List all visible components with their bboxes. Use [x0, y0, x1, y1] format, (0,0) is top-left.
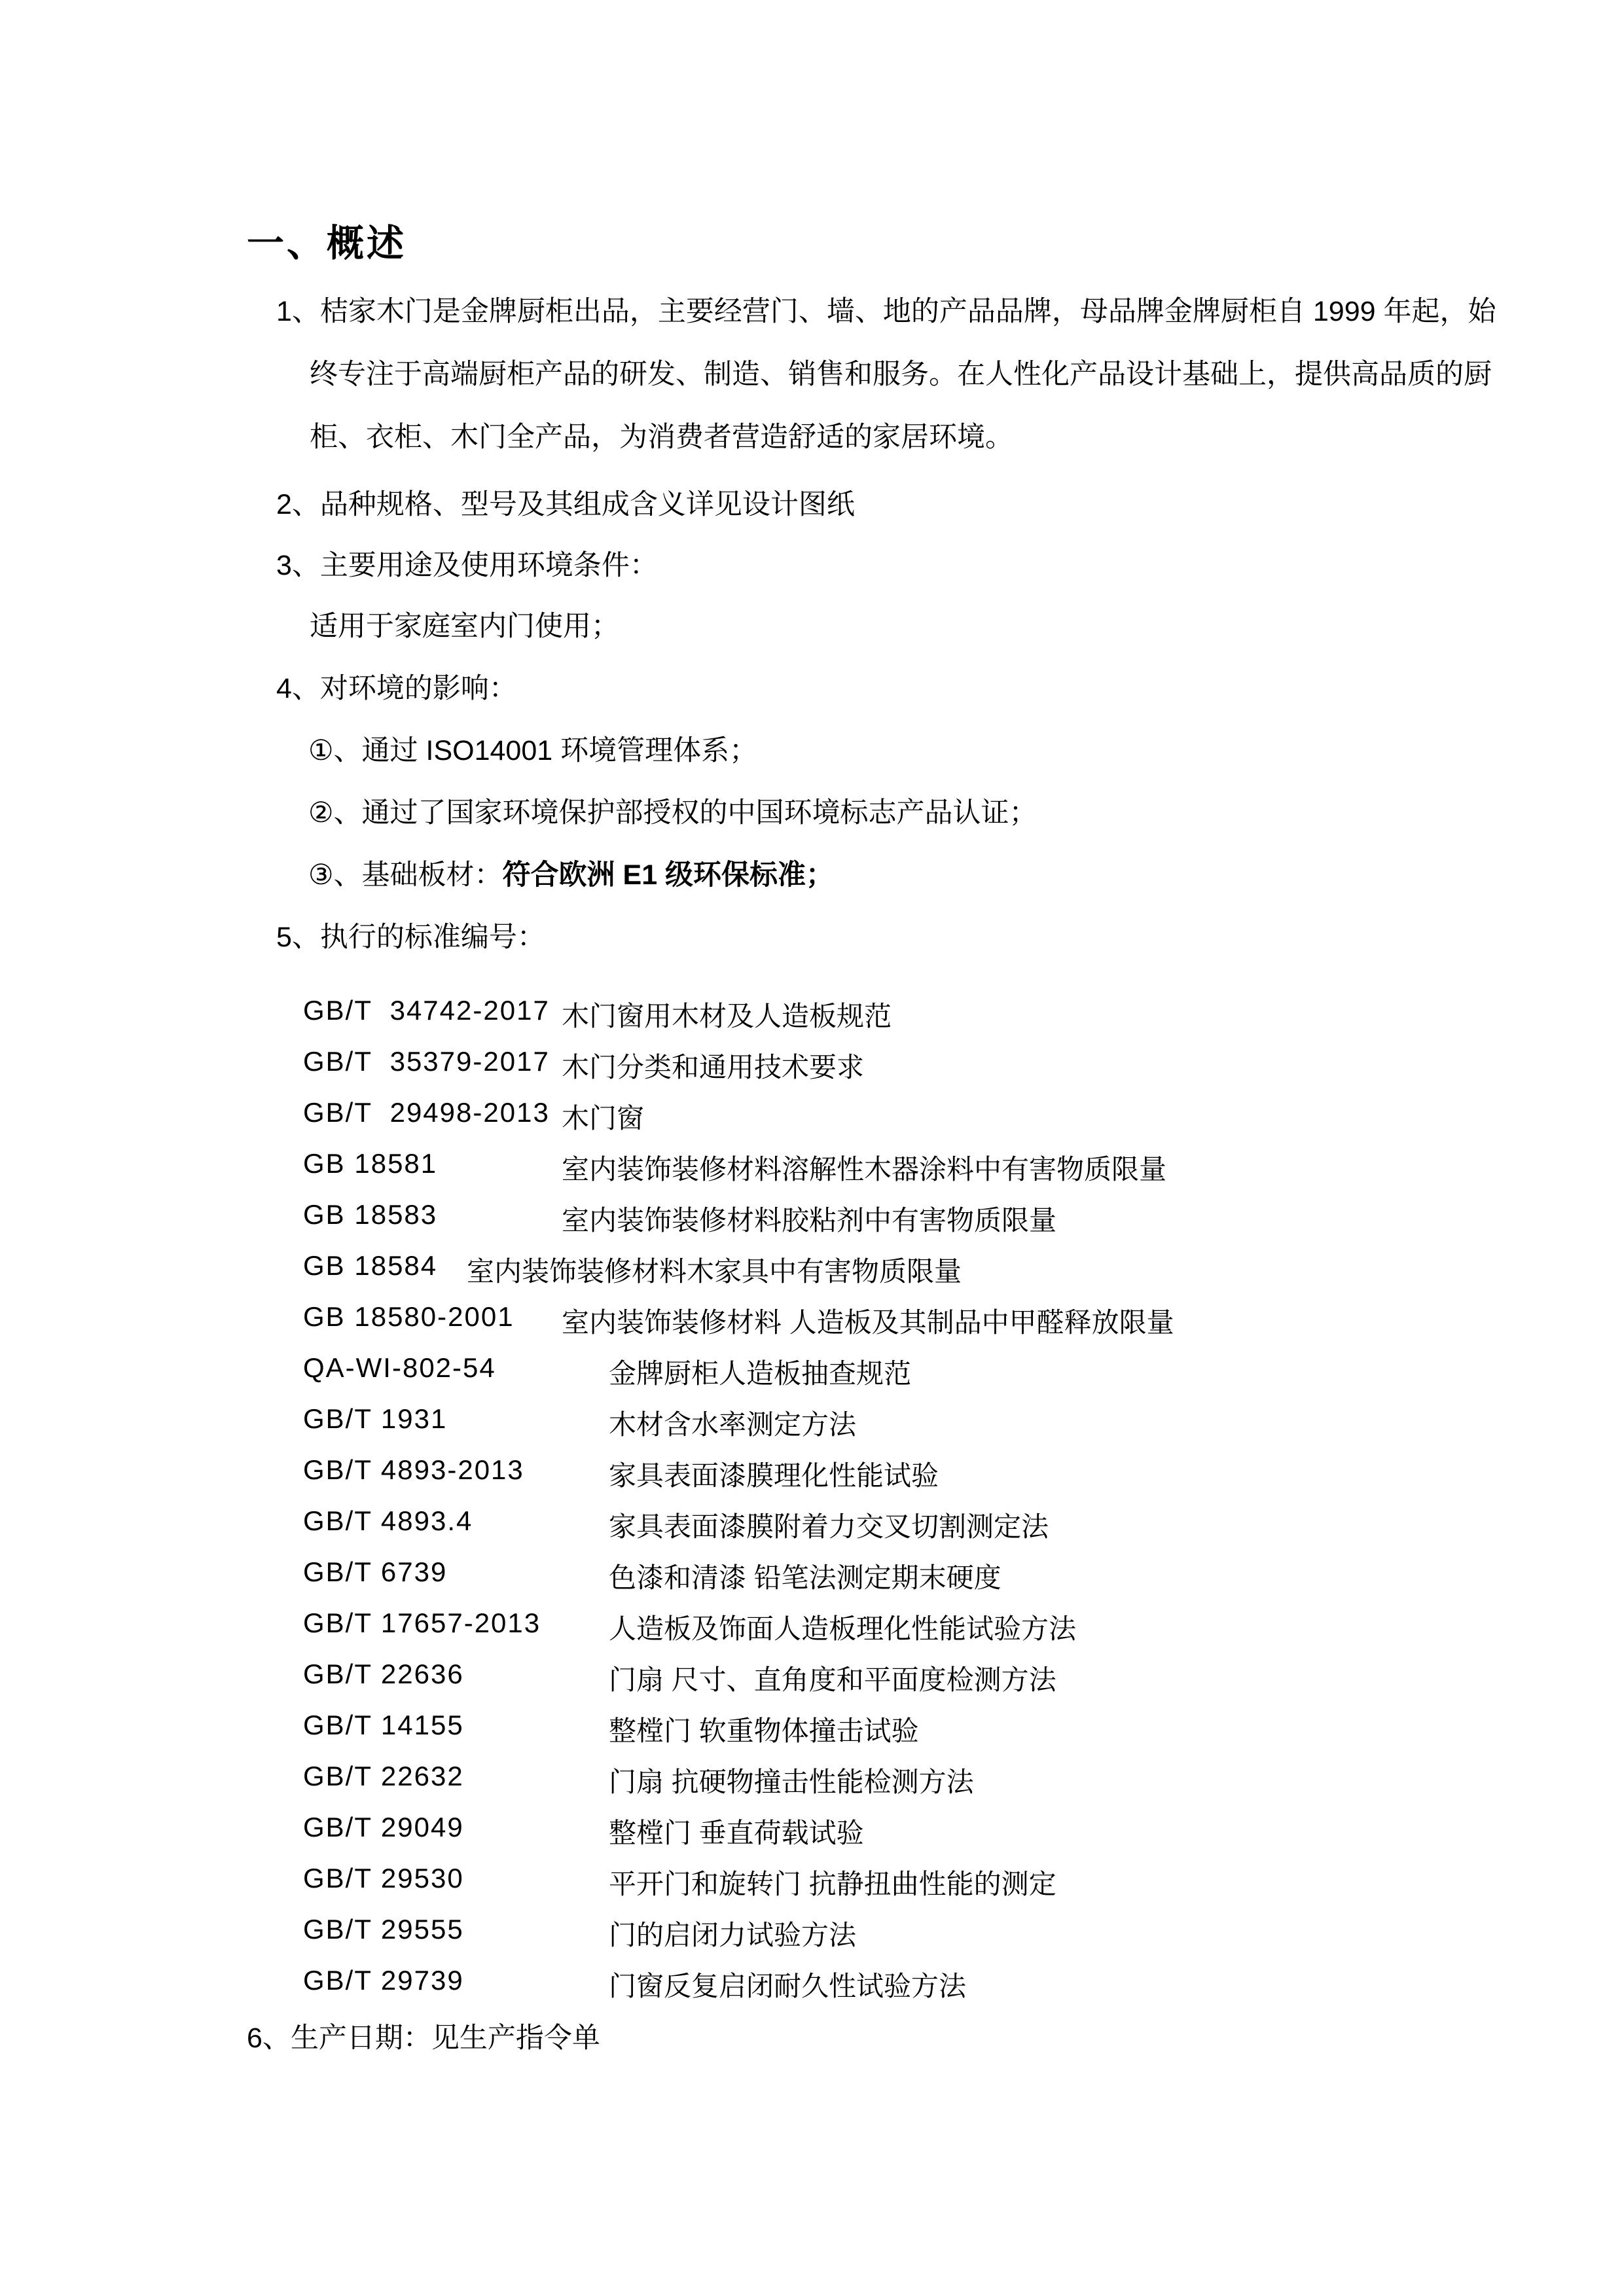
standard-row [0, 1505, 1624, 1545]
standard-row [0, 1199, 1624, 1238]
standard-code: GB/T 4893.4 [303, 1505, 473, 1536]
standard-row [0, 1761, 1624, 1800]
standard-code: GB/T 14155 [303, 1710, 464, 1740]
item4-sub1: ①、通过 ISO14001 环境管理体系； [308, 735, 758, 766]
standard-code: GB/T 29498-2013 [303, 1097, 550, 1128]
standard-code: GB 18581 [303, 1148, 438, 1179]
standard-description: 木门分类和通用技术要求 [562, 1052, 865, 1083]
standard-description: 门扇 尺寸、直角度和平面度检测方法 [609, 1664, 1056, 1695]
standard-code: GB/T 34742-2017 [303, 995, 550, 1026]
standard-row [0, 1250, 1624, 1289]
standard-row [0, 1812, 1624, 1851]
item3-sub: 适用于家庭室内门使用； [310, 611, 619, 642]
standard-description: 人造板及饰面人造板理化性能试验方法 [609, 1613, 1077, 1644]
standard-code: GB/T 22636 [303, 1659, 464, 1689]
standard-code: GB/T 29739 [303, 1965, 464, 1996]
standard-description: 木门窗用木材及人造板规范 [562, 1001, 892, 1031]
standard-description: 室内装饰装修材料 人造板及其制品中甲醛释放限量 [562, 1307, 1174, 1338]
standard-code: GB/T 35379-2017 [303, 1046, 550, 1077]
item1-line2: 终专注于高端厨柜产品的研发、制造、销售和服务。在人性化产品设计基础上，提供高品质的厨 [310, 359, 1492, 390]
standard-code: GB/T 29555 [303, 1914, 464, 1945]
standard-row [0, 1659, 1624, 1698]
standard-description: 门窗反复启闭耐久性试验方法 [609, 1971, 967, 2001]
standard-description: 木门窗 [562, 1103, 645, 1134]
standard-code: GB/T 29049 [303, 1812, 464, 1842]
standard-description: 门的启闭力试验方法 [609, 1920, 857, 1950]
standard-description: 家具表面漆膜理化性能试验 [609, 1460, 939, 1491]
standard-description: 平开门和旋转门 抗静扭曲性能的测定 [609, 1869, 1056, 1899]
item4-sub3-prefix: ③、基础板材： [308, 859, 503, 891]
item4-sub3 [308, 859, 834, 891]
standard-code: GB 18584 [303, 1250, 438, 1281]
item3: 3、主要用途及使用环境条件： [276, 550, 658, 581]
standard-code: QA-WI-802-54 [303, 1352, 496, 1383]
standard-code: GB 18583 [303, 1199, 438, 1230]
standard-row [0, 1403, 1624, 1443]
standard-code: GB 18580-2001 [303, 1301, 514, 1332]
standard-code: GB/T 1931 [303, 1403, 448, 1434]
item6: 6、生产日期：见生产指令单 [247, 2022, 600, 2054]
item1-line1: 1、桔家木门是金牌厨柜出品，主要经营门、墙、地的产品品牌，母品牌金牌厨柜自 1999 年起，始 [276, 296, 1496, 327]
standard-row [0, 1148, 1624, 1187]
standard-description: 室内装饰装修材料木家具中有害物质限量 [467, 1256, 962, 1287]
standard-row [0, 1863, 1624, 1902]
standard-description: 门扇 抗硬物撞击性能检测方法 [609, 1767, 974, 1797]
standard-description: 色漆和清漆 铅笔法测定期末硬度 [609, 1562, 1001, 1593]
standard-row [0, 1607, 1624, 1647]
item1-line3: 柜、衣柜、木门全产品，为消费者营造舒适的家居环境。 [310, 422, 1013, 453]
standard-row [0, 1454, 1624, 1494]
item2: 2、品种规格、型号及其组成含义详见设计图纸 [276, 489, 855, 520]
standard-description: 室内装饰装修材料溶解性木器涂料中有害物质限量 [562, 1154, 1167, 1185]
standard-row [0, 1914, 1624, 1953]
standard-description: 整樘门 软重物体撞击试验 [609, 1715, 919, 1746]
section-title: 一、概述 [247, 223, 406, 264]
standard-row [0, 1710, 1624, 1749]
standard-code: GB/T 29530 [303, 1863, 464, 1893]
standard-row [0, 995, 1624, 1034]
standard-description: 木材含水率测定方法 [609, 1409, 857, 1440]
item5: 5、执行的标准编号： [276, 922, 545, 953]
standard-code: GB/T 6739 [303, 1556, 448, 1587]
standard-description: 整樘门 垂直荷载试验 [609, 1818, 864, 1848]
item4-sub2: ②、通过了国家环境保护部授权的中国环境标志产品认证； [308, 797, 1038, 829]
standard-row [0, 1046, 1624, 1085]
standard-row [0, 1301, 1624, 1340]
standard-description: 室内装饰装修材料胶粘剂中有害物质限量 [562, 1205, 1057, 1236]
standard-description: 家具表面漆膜附着力交叉切割测定法 [609, 1511, 1049, 1542]
standard-row [0, 1352, 1624, 1391]
standard-code: GB/T 22632 [303, 1761, 464, 1791]
standard-row [0, 1556, 1624, 1596]
standard-code: GB/T 4893-2013 [303, 1454, 524, 1485]
item4-sub3-bold-text: 符合欧洲 E1 级环保标准； [502, 859, 835, 891]
item4: 4、对环境的影响： [276, 673, 517, 704]
standard-description: 金牌厨柜人造板抽查规范 [609, 1358, 912, 1389]
standard-code: GB/T 17657-2013 [303, 1607, 541, 1638]
standard-row [0, 1965, 1624, 2004]
standard-row [0, 1097, 1624, 1136]
